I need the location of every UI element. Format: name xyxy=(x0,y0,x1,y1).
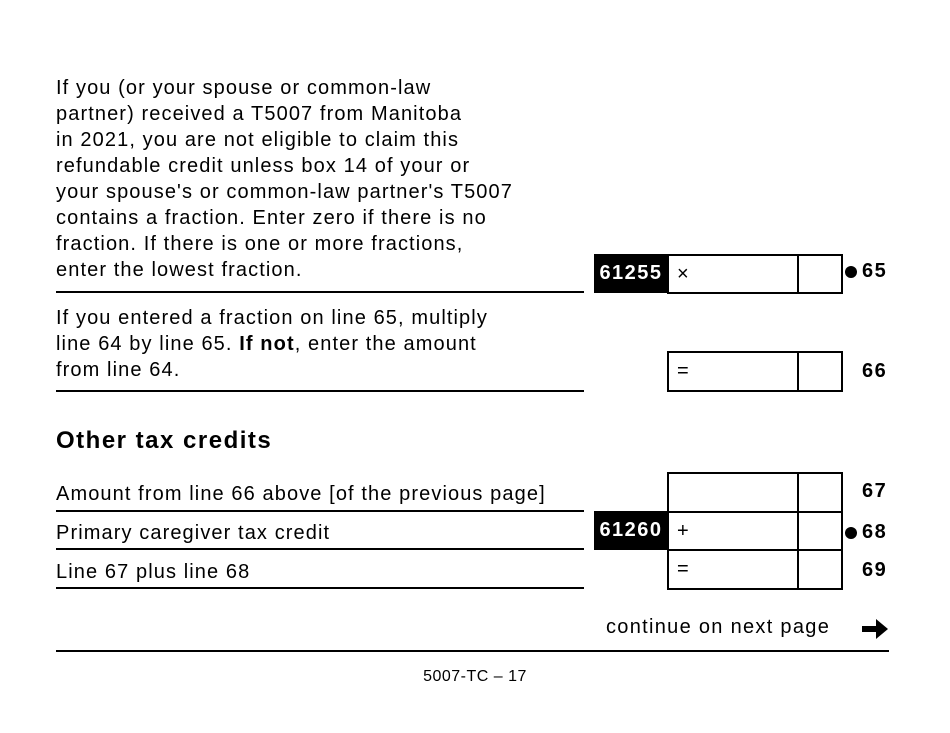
line-number: 69 xyxy=(862,559,888,581)
row-label: Line 67 plus line 68 xyxy=(56,561,251,583)
text: , enter the amount xyxy=(294,333,477,355)
text: line 64 by line 65. xyxy=(56,333,240,355)
cents-input[interactable] xyxy=(799,474,841,511)
divider xyxy=(56,390,584,392)
operator: = xyxy=(669,353,799,390)
cents-input[interactable] xyxy=(799,256,841,292)
line-code-61260: 61260 xyxy=(594,511,668,550)
row-label: Amount from line 66 above [of the previous page] xyxy=(56,483,546,505)
line-number: 67 xyxy=(862,480,888,502)
line-66-input[interactable] xyxy=(667,351,843,392)
text-line: refundable credit unless box 14 of your or xyxy=(56,155,471,177)
divider xyxy=(56,510,584,512)
text-line: fraction. If there is one or more fractions, xyxy=(56,233,464,255)
bullet-icon xyxy=(845,266,857,278)
cents-input[interactable] xyxy=(799,513,841,549)
row-label: Primary caregiver tax credit xyxy=(56,522,331,544)
instructions-paragraph xyxy=(56,75,513,283)
text-line: in 2021, you are not eligible to claim this xyxy=(56,129,460,151)
text-line: enter the lowest fraction. xyxy=(56,259,303,281)
text-line xyxy=(56,331,488,357)
text-line: If you entered a fraction on line 65, multiply xyxy=(56,307,488,329)
text-line: If you (or your spouse or common-law xyxy=(56,77,432,99)
continue-text: continue on next page xyxy=(606,616,831,638)
footer-divider xyxy=(56,650,889,652)
text-line: contains a fraction. Enter zero if there is no xyxy=(56,207,487,229)
operator: × xyxy=(669,256,799,292)
line-code-61255: 61255 xyxy=(594,254,668,293)
cents-input[interactable] xyxy=(799,353,841,390)
line-number: 65 xyxy=(862,260,888,282)
text-line: your spouse's or common-law partner's T5007 xyxy=(56,181,513,203)
line-69-input[interactable] xyxy=(667,549,843,590)
line-number: 66 xyxy=(862,360,888,382)
arrow-right-icon xyxy=(860,616,890,642)
text-line: from line 64. xyxy=(56,359,181,381)
line-67-input[interactable] xyxy=(667,472,843,513)
divider xyxy=(56,291,584,293)
cents-input[interactable] xyxy=(799,551,841,588)
divider xyxy=(56,587,584,589)
operator xyxy=(669,474,799,511)
line-65-input[interactable] xyxy=(667,254,843,294)
operator: + xyxy=(669,513,799,549)
bullet-icon xyxy=(845,527,857,539)
divider xyxy=(56,548,584,550)
page-footer: 5007-TC – 17 xyxy=(423,668,527,685)
line-number: 68 xyxy=(862,521,888,543)
bold-text: If not xyxy=(239,333,295,355)
operator: = xyxy=(669,551,799,588)
section-heading: Other tax credits xyxy=(56,427,273,454)
instructions-paragraph-2 xyxy=(56,305,488,383)
line-68-input[interactable] xyxy=(667,511,843,551)
text-line: partner) received a T5007 from Manitoba xyxy=(56,103,463,125)
